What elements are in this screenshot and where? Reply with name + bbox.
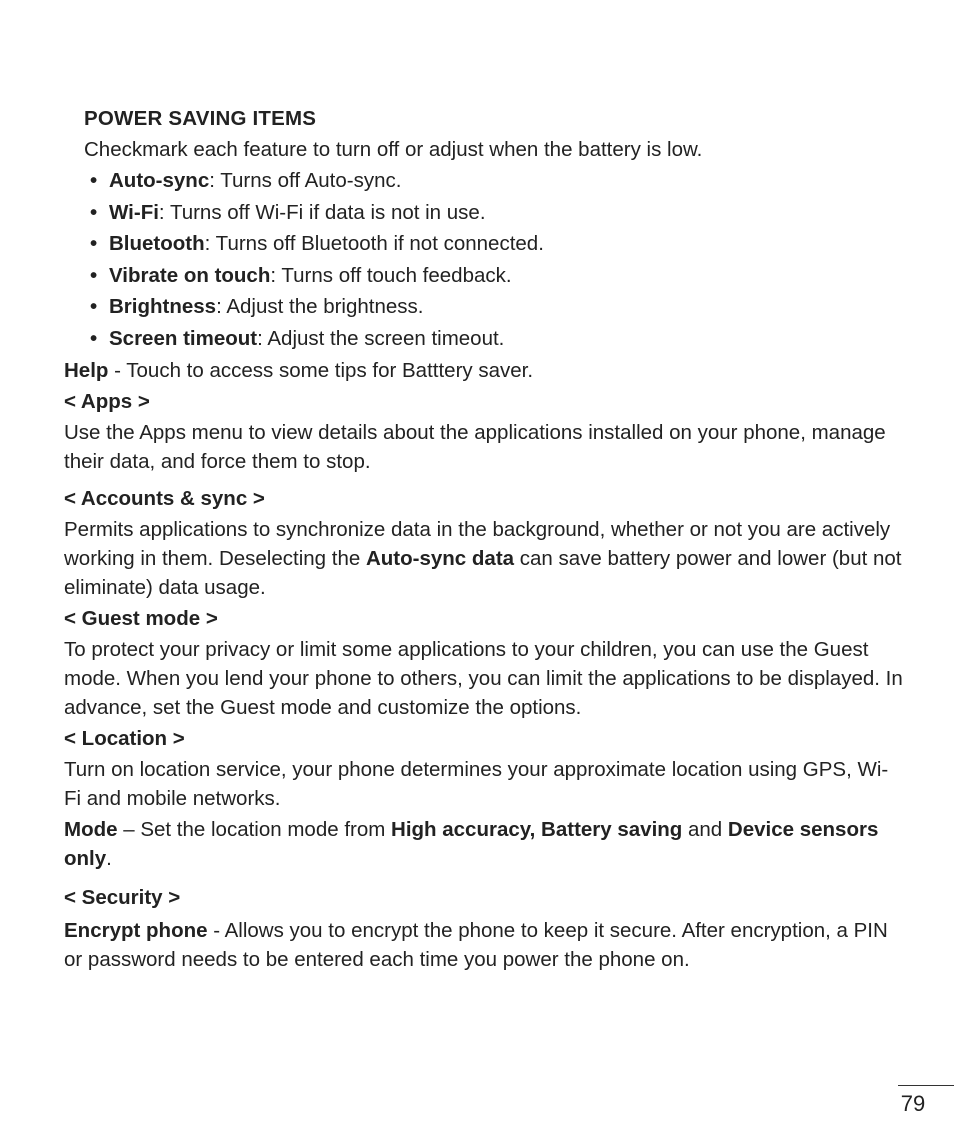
help-desc: - Touch to access some tips for Batttery saver. — [108, 358, 534, 382]
power-saving-intro: Checkmark each feature to turn off or adjust when the battery is low. — [84, 138, 703, 161]
guest-heading: < Guest mode > — [64, 606, 218, 630]
bullet-icon: • — [90, 326, 98, 350]
help-term: Help — [64, 358, 109, 382]
accounts-heading: < Accounts & sync > — [64, 486, 265, 510]
item-term: Vibrate on touch — [109, 263, 271, 287]
accounts-body — [64, 515, 904, 602]
list-item — [90, 229, 904, 258]
item-term: Wi-Fi — [109, 200, 159, 224]
location-heading: < Location > — [64, 726, 185, 750]
bullet-icon: • — [90, 169, 98, 192]
power-saving-list — [64, 166, 904, 353]
list-item — [90, 166, 904, 195]
item-desc: : Turns off touch feedback. — [270, 263, 512, 287]
item-desc: : Adjust the brightness. — [216, 295, 424, 319]
location-mode — [64, 815, 904, 873]
item-desc: : Turns off Auto-sync. — [209, 169, 402, 192]
apps-heading: < Apps > — [64, 389, 150, 413]
encrypt-desc: - Allows you to encrypt the phone to keep it secure. After encryption, a PIN or password needs to be entered each time you power the phone on. — [64, 918, 888, 971]
page-number: 79 — [900, 1091, 926, 1116]
item-desc: : Adjust the screen timeout. — [257, 326, 505, 350]
guest-body: To protect your privacy or limit some applications to your children, you can use the Guest mode. When you lend your phone to others, you can limit the applications to be displayed. In advance, set the Guest mode and customize the options. — [64, 637, 903, 719]
power-saving-heading: POWER SAVING ITEMS — [84, 107, 317, 130]
list-item — [90, 324, 904, 353]
help-paragraph — [64, 356, 904, 385]
location-body: Turn on location service, your phone determines your approximate location using GPS, Wi-Fi and mobile networks. — [64, 757, 889, 810]
page-content — [64, 104, 904, 976]
mode-text-end: . — [106, 846, 112, 870]
item-desc: : Turns off Wi-Fi if data is not in use. — [158, 200, 486, 224]
mode-term: Mode — [64, 817, 118, 841]
bullet-icon: • — [90, 232, 98, 256]
item-term: Bluetooth — [109, 232, 205, 256]
list-item — [90, 261, 904, 290]
apps-body: Use the Apps menu to view details about the applications installed on your phone, manage their data, and force them to stop. — [64, 420, 886, 473]
mode-bold-device: Device sensors only — [64, 817, 879, 870]
item-term: Brightness — [109, 295, 217, 319]
security-heading: < Security > — [64, 885, 181, 909]
bullet-icon: • — [90, 200, 98, 224]
list-item — [90, 292, 904, 321]
mode-text: – Set the location mode from — [117, 817, 392, 841]
accounts-body-text: Permits applications to synchronize data in the background, whether or not you are actively working in them. Deselecting the — [64, 517, 891, 570]
encrypt-term: Encrypt phone — [64, 918, 208, 942]
list-item — [90, 198, 904, 227]
mode-bold-options: High accuracy, Battery saving — [391, 817, 683, 841]
accounts-body-bold: Auto-sync data — [365, 546, 515, 570]
bullet-icon: • — [90, 263, 98, 287]
item-term: Auto-sync — [109, 169, 210, 192]
item-term: Screen timeout — [109, 326, 258, 350]
accounts-body-text-end: can save battery power and lower (but not eliminate) data usage. — [64, 546, 902, 599]
bullet-icon: • — [90, 295, 98, 319]
security-encrypt — [64, 916, 904, 974]
item-desc: : Turns off Bluetooth if not connected. — [204, 232, 544, 256]
mode-text-and: and — [682, 817, 728, 841]
page-number-rule — [898, 1085, 954, 1086]
